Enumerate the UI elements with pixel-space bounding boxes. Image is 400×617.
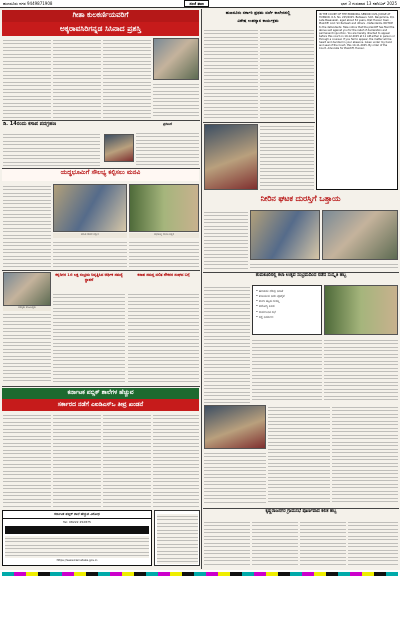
column-divider xyxy=(201,9,202,569)
bottom-column-1 xyxy=(3,312,51,384)
list-item: • ಸಾರ್ವಜನಿಕ ಸಭೆ xyxy=(256,309,276,314)
list-item: • ಕುಡಿಯುವ ನೀರು ಪೂರೈಕೆ xyxy=(256,294,285,299)
group-column-1 xyxy=(268,405,330,505)
list-item: • ಶಾಲಾ ಕಟ್ಟಡ ದುರಸ್ತಿ xyxy=(256,299,280,304)
right-divider xyxy=(203,122,315,123)
sub-headline: ತುಮಕೂರಿನಲ್ಲಿ ಕಲಾ ಉತ್ಸವ ಸಂಭ್ರಮದಿಂದ ನಡೆದ ಸಂಸ್ಕೃತಿ ಹಬ್ಬ xyxy=(255,273,347,278)
kr-column-4 xyxy=(348,520,398,566)
right-mid-column xyxy=(260,124,314,190)
news-photo-event xyxy=(3,272,51,306)
article-column-3 xyxy=(103,38,151,118)
kps-column-2 xyxy=(53,413,101,507)
masthead-strip xyxy=(0,0,400,8)
article-photo-portrait xyxy=(153,38,199,80)
kr-column-2 xyxy=(252,520,298,566)
page-margin xyxy=(0,570,400,617)
group-column-2 xyxy=(332,405,398,505)
list-item: • ಹಣಕಾಸು ನೆರವು ನೀಡಿಕೆ xyxy=(256,289,284,293)
news-photo-man xyxy=(104,134,134,162)
list-item: • ರಸ್ತೆ ನಿರ್ಮಾಣ xyxy=(256,314,274,319)
masthead-title: ಸಂಜೆ ತಾಣ xyxy=(184,0,209,7)
bottom-column-3 xyxy=(128,292,199,384)
big-red-headline: ನೀರಿನ ಘಟಕ ದುರಸ್ತಿಗೆ ಒತ್ತಾಯ xyxy=(260,194,341,203)
red-headline-2: ಸರ್ಕಾರದ ನಡೆಗೆ ಎಐಡಿಎಸ್ಒ ತೀವ್ರ ಖಂಡನೆ xyxy=(2,399,199,411)
notice-text xyxy=(136,131,199,166)
article-column-1 xyxy=(3,38,51,118)
fest-column-3 xyxy=(324,338,398,403)
kr-column-3 xyxy=(300,520,346,566)
top-right-headline-2: ವಿಶೇಷ ಉಪನ್ಯಾಸ ಕಾರ್ಯಕ್ರಮ xyxy=(237,18,279,23)
row-divider-3 xyxy=(2,270,200,271)
photo-caption-2: ಸಭೆಯಲ್ಲಿ ಮನವಿ ಸಲ್ಲಿಕೆ xyxy=(129,233,199,238)
tender-band xyxy=(5,526,149,534)
color-registration-bar xyxy=(2,572,398,576)
tender-text xyxy=(5,536,149,558)
red-headline-1: ಕರ್ನಾಟಕ ಪಬ್ಲಿಕ್ ಶಾಲೆಗಳ ಹೆಚ್ಚುವ xyxy=(2,388,199,399)
masthead-date: ಭಾಗ 3 ಗುರುವಾರ 13 ನವೆಂಬರ್ 2025 xyxy=(340,0,397,6)
fest-column-1 xyxy=(204,285,250,403)
list-box xyxy=(252,285,322,335)
tender-website: https://www.karnataka.gov.in xyxy=(56,558,98,562)
group-column-0 xyxy=(204,451,266,505)
article-column-2 xyxy=(53,38,101,118)
headline-banner-2: ಅಕ್ಕರಾವಸಿರಿಗನ್ನಡ ಸಿಸಿನಾದ ಪ್ರಶಸ್ತಿ xyxy=(2,22,199,36)
section-headline: ಯದ್ಧಭೂಮಿಗೆ ಸೌಲಭ್ಯ ಕಲ್ಪಿಸಲು ಮನವಿ xyxy=(2,169,199,181)
right-photo-1 xyxy=(204,124,258,190)
photo-caption-1: ಕಸಾಪ ಗೌರವ ಸನ್ಮಾನ xyxy=(53,233,127,238)
kr-column-1 xyxy=(204,520,250,566)
section-column-3 xyxy=(129,240,199,268)
kps-column-3 xyxy=(103,413,151,507)
water-photo-2 xyxy=(322,210,398,260)
headline-banner-1: ಗೀತಾ ಕುಲಕರ್ಣಿಯವರಿಗೆ xyxy=(2,10,199,22)
water-column-1 xyxy=(204,210,248,270)
tender-phone: Tel: 08222 252875 xyxy=(63,519,91,524)
lead-headline: ಡಿ. 14ರಂದು ಕಸಾಪ ಪದಗ್ರಹಣ xyxy=(3,121,57,127)
water-photo-1 xyxy=(250,210,320,260)
legal-notice: IN THE COURT OF THE PRINCIPAL SENIOR CIVIL JUDGE AT HUNSUR. O.S. No. 225/2025. Between: Smt. Nanjamma, D/o Late Basavaiah, aged about 54 years, R/at Hunsur town - Plaintiff. And: Sri Ramesh and others - Defendants. NOTICE to the defendants: Take notice that the plaintiff has filed the above suit against you for the relief of declaration and permanent injunction. You are hereby directed to appear before this court on 19-12-2025 at 11 AM either in person or through a counsel. If you fail to appear, the matter will be heard and decided in your absence. Given under my hand and seal of the Court, this 10-11-2025. By order of the Court. Advocate for Plaintiff, Hunsur. xyxy=(316,10,398,190)
list-item: • ಆರೋಗ್ಯ ಶಿಬಿರ xyxy=(256,304,275,309)
top-right-column-2 xyxy=(260,28,314,120)
water-caption-lines xyxy=(250,262,398,270)
news-photo-gathering xyxy=(53,184,127,232)
section-column-2 xyxy=(53,240,127,268)
tender-title: ಕರ್ನಾಟಕ ಪಬ್ಲಿಕ್ ಶಾಲೆ ಹೆಚ್ಚುವ ವಿರೋಧ xyxy=(3,511,151,519)
news-photo-meeting xyxy=(129,184,199,232)
fest-photo xyxy=(324,285,398,335)
photo-caption-3: ಸದಸ್ಯರು ಹಾಜರಿದ್ದರು xyxy=(3,306,51,311)
lead-article-text xyxy=(3,132,100,166)
kps-column-1 xyxy=(3,413,51,507)
top-right-headline-1: ಹುಣಸೂರು ಸರ್ಕಾರಿ ಪ್ರಥಮ ದರ್ಜೆ ಕಾಲೇಜಿನಲ್ಲಿ xyxy=(225,10,291,15)
col1-headline: ಕನ್ನಡಿಗರ 16 ಲಕ್ಷ ಸಂಭ್ರಮ ನಿವೃತ್ತಿಸಿದ ಆರ್ಥಿಕ ಸಮಸ್ಯೆ ಸ್ಥಾಪನೆ xyxy=(55,272,123,283)
tender-notice-box xyxy=(2,510,152,566)
col2-headline: ಕಸಾಪ ಸಮಸ್ತ ದಲಿತ ನೌಕರರ ಸಂಘದ ಬಗ್ಗೆ xyxy=(137,272,190,277)
row-divider-4 xyxy=(2,386,200,387)
bottom-column-2 xyxy=(53,292,125,384)
kps-column-4 xyxy=(153,413,199,507)
top-right-column-1 xyxy=(204,28,258,120)
fest-column-2 xyxy=(252,338,322,403)
notice-subhead: ಪ್ರಕಟಣೆ xyxy=(162,122,173,126)
section-column-1 xyxy=(3,184,51,268)
group-photo xyxy=(204,405,266,449)
article-column-4 xyxy=(153,82,199,118)
side-ad-box xyxy=(154,510,200,566)
side-ad-text xyxy=(157,514,198,564)
masthead-left: ಹುಣಸೂರು ನಗರ 9449871908 xyxy=(3,0,53,6)
bottom-right-headline: ಕೃಷ್ಣರಾಜನಗರ ಗ್ರಾಮಸಭೆ ಪೂರ್ಣವಾದ ಕಲಿತ ಹಬ್ಬ xyxy=(265,509,337,514)
